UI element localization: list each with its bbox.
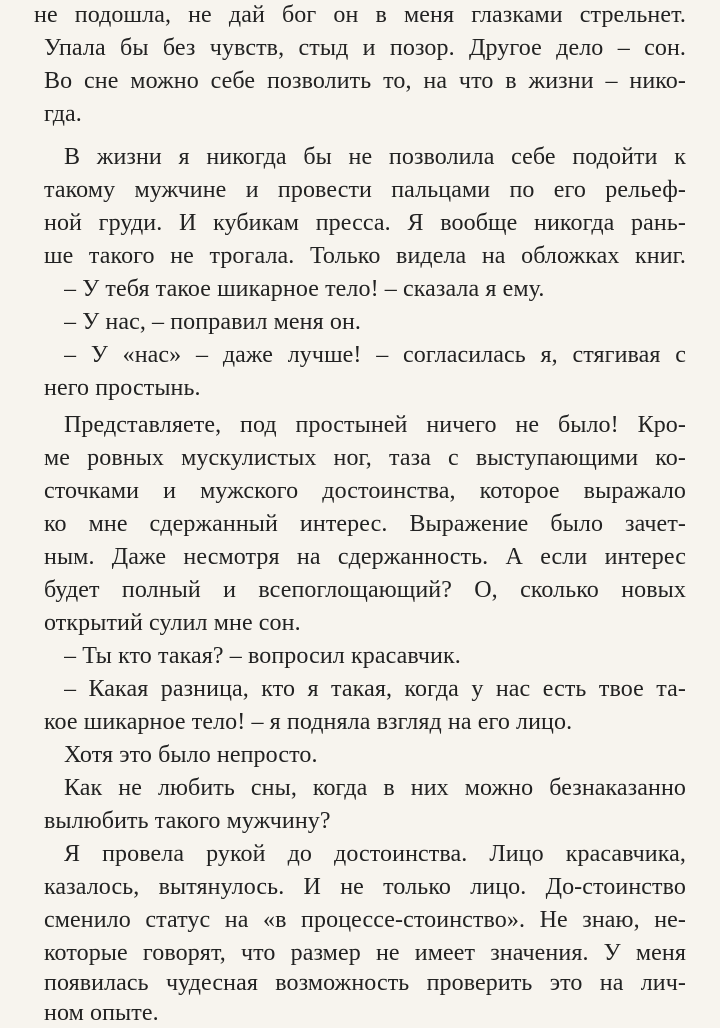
text-line: появилась чудесная возможность проверить это на лич- [44,970,686,996]
text-line: которые говорят, что размер не имеет значения. У меня [44,940,686,966]
text-line: ко мне сдержанный интерес. Выражение было зачет- [44,511,686,537]
text-line: ным. Даже несмотря на сдержанность. А если интерес [44,544,686,570]
text-line: – Какая разница, кто я такая, когда у нас есть твое та- [64,676,686,702]
text-line: – У тебя такое шикарное тело! – сказала я ему. [64,276,545,302]
text-line: Хотя это было непросто. [64,742,318,768]
text-line: В жизни я никогда бы не позволила себе подойти к [64,144,686,170]
text-line: казалось, вытянулось. И не только лицо. До-стоинство [44,874,686,900]
text-line: ном опыте. [44,1000,159,1026]
text-line: Во сне можно себе позволить то, на что в жизни – нико- [44,68,686,94]
text-line: не подошла, не дай бог он в меня глазками стрельнет. [34,2,686,28]
text-line: Упала бы без чувств, стыд и позор. Другое дело – сон. [44,35,686,61]
text-line: Как не любить сны, когда в них можно безнаказанно [64,775,686,801]
text-line: ме ровных мускулистых ног, таза с выступающими ко- [44,445,686,471]
text-line: открытий сулил мне сон. [44,610,301,636]
text-line: кое шикарное тело! – я подняла взгляд на его лицо. [44,709,573,735]
text-line: – У нас, – поправил меня он. [64,309,361,335]
text-line: будет полный и всепоглощающий? О, сколько новых [44,577,686,603]
text-line: такому мужчине и провести пальцами по его рельеф- [44,177,686,203]
text-line: – Ты кто такая? – вопросил красавчик. [64,643,461,669]
text-line: него простынь. [44,375,201,401]
text-line: сточками и мужского достоинства, которое выражало [44,478,686,504]
text-line: вылюбить такого мужчину? [44,808,331,834]
text-line: ше такого не трогала. Только видела на обложках книг. [44,243,686,269]
text-line: сменило статус на «в процессе-стоинство». Не знаю, не- [44,907,686,933]
text-line: – У «нас» – даже лучше! – согласилась я, стягивая с [64,342,686,368]
text-line: Представляете, под простыней ничего не было! Кро- [64,412,686,438]
text-line: Я провела рукой до достоинства. Лицо красавчика, [64,841,686,867]
text-line: гда. [44,101,82,127]
text-line: ной груди. И кубикам пресса. Я вообще никогда рань- [44,210,686,236]
